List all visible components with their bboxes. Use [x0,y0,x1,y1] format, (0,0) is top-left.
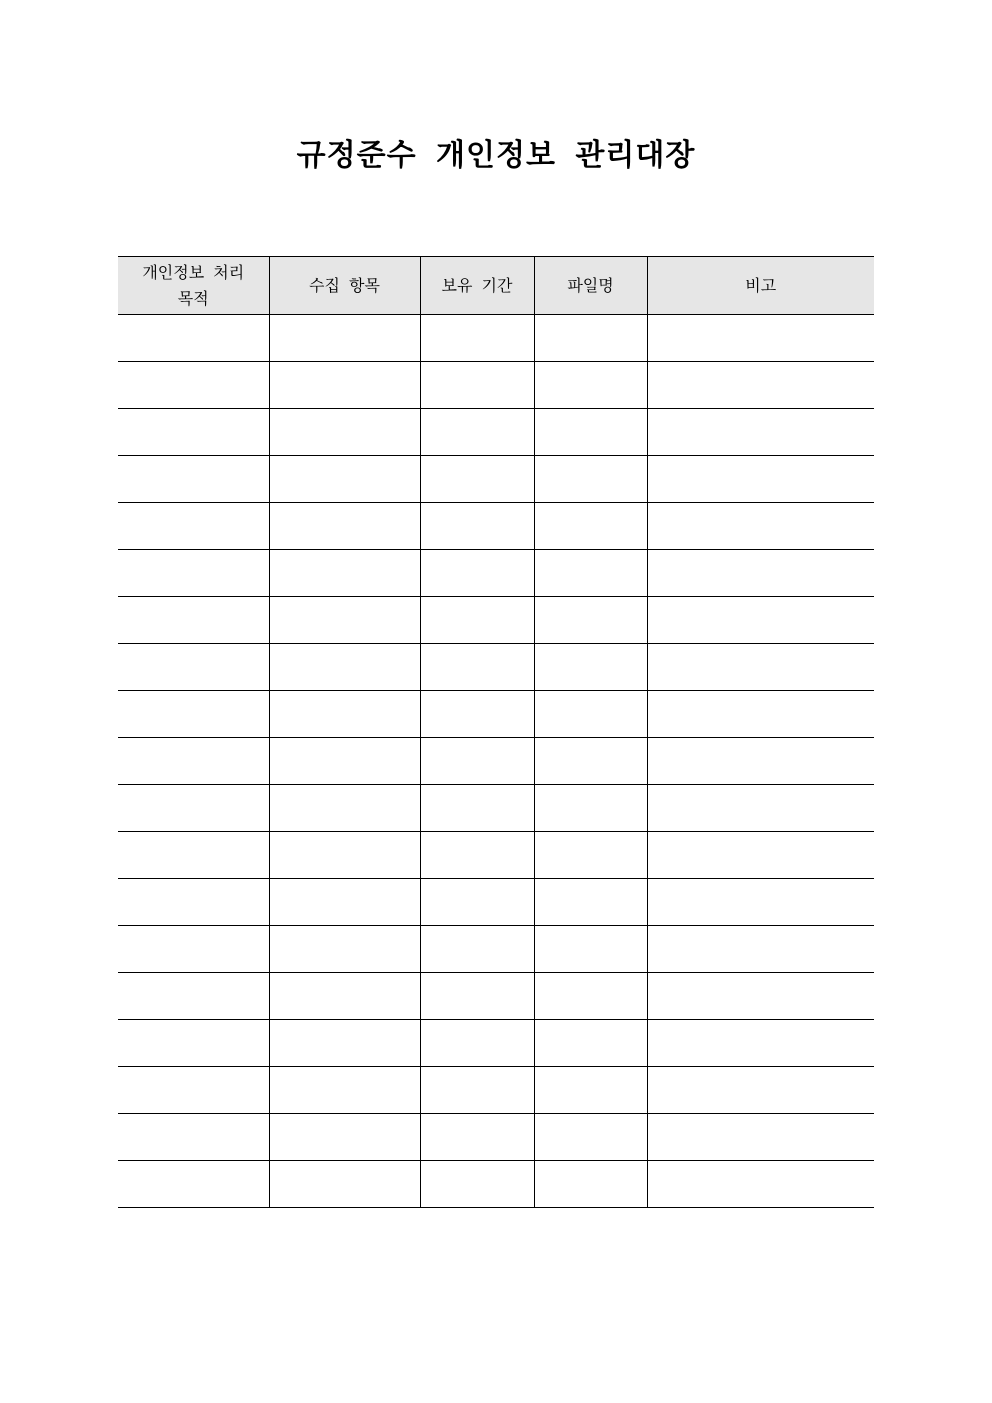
cell-collected-items[interactable] [269,832,420,879]
table-row [118,503,874,550]
cell-retention-period[interactable] [420,1161,534,1208]
cell-file-name[interactable] [534,409,647,456]
page-title: 규정준수 개인정보 관리대장 [296,138,696,173]
cell-file-name[interactable] [534,503,647,550]
cell-retention-period[interactable] [420,456,534,503]
cell-purpose[interactable] [118,1114,269,1161]
cell-retention-period[interactable] [420,738,534,785]
cell-collected-items[interactable] [269,503,420,550]
header-purpose [118,257,269,315]
header-remarks: 비고 [647,257,874,315]
cell-collected-items[interactable] [269,691,420,738]
cell-file-name[interactable] [534,879,647,926]
cell-purpose[interactable] [118,456,269,503]
cell-file-name[interactable] [534,597,647,644]
cell-retention-period[interactable] [420,691,534,738]
cell-retention-period[interactable] [420,879,534,926]
cell-purpose[interactable] [118,738,269,785]
table-row [118,879,874,926]
cell-file-name[interactable] [534,1067,647,1114]
cell-collected-items[interactable] [269,597,420,644]
cell-retention-period[interactable] [420,597,534,644]
table-row [118,315,874,362]
cell-collected-items[interactable] [269,785,420,832]
cell-remarks[interactable] [647,785,874,832]
cell-file-name[interactable] [534,362,647,409]
table-row [118,738,874,785]
cell-retention-period[interactable] [420,1114,534,1161]
cell-remarks[interactable] [647,456,874,503]
table-row [118,362,874,409]
cell-retention-period[interactable] [420,503,534,550]
cell-collected-items[interactable] [269,1161,420,1208]
header-retention-period: 보유 기간 [420,257,534,315]
cell-purpose[interactable] [118,409,269,456]
cell-file-name[interactable] [534,315,647,362]
table-row [118,973,874,1020]
cell-remarks[interactable] [647,362,874,409]
cell-purpose[interactable] [118,1067,269,1114]
table-row [118,832,874,879]
header-file-name: 파일명 [534,257,647,315]
table-row [118,597,874,644]
cell-remarks[interactable] [647,550,874,597]
cell-purpose[interactable] [118,550,269,597]
cell-purpose[interactable] [118,879,269,926]
cell-remarks[interactable] [647,691,874,738]
cell-collected-items[interactable] [269,315,420,362]
cell-remarks[interactable] [647,832,874,879]
cell-remarks[interactable] [647,738,874,785]
cell-file-name[interactable] [534,644,647,691]
privacy-ledger-table [118,256,874,1208]
table-row [118,926,874,973]
cell-file-name[interactable] [534,1161,647,1208]
header-purpose-label-line1: 개인정보 처리 [142,262,245,282]
cell-collected-items[interactable] [269,879,420,926]
cell-file-name[interactable] [534,832,647,879]
cell-collected-items[interactable] [269,550,420,597]
table-row [118,409,874,456]
cell-retention-period[interactable] [420,973,534,1020]
cell-collected-items[interactable] [269,1114,420,1161]
cell-purpose[interactable] [118,315,269,362]
cell-file-name[interactable] [534,785,647,832]
cell-purpose[interactable] [118,1020,269,1067]
cell-retention-period[interactable] [420,832,534,879]
cell-remarks[interactable] [647,1161,874,1208]
table-row [118,644,874,691]
table-row [118,1067,874,1114]
cell-purpose[interactable] [118,926,269,973]
cell-retention-period[interactable] [420,315,534,362]
header-purpose-label-line2: 목적 [177,288,209,308]
cell-remarks[interactable] [647,1020,874,1067]
cell-remarks[interactable] [647,879,874,926]
table-row [118,1161,874,1208]
cell-collected-items[interactable] [269,926,420,973]
cell-collected-items[interactable] [269,738,420,785]
table-row [118,456,874,503]
cell-collected-items[interactable] [269,362,420,409]
cell-remarks[interactable] [647,1067,874,1114]
cell-file-name[interactable] [534,691,647,738]
cell-collected-items[interactable] [269,973,420,1020]
cell-remarks[interactable] [647,315,874,362]
cell-purpose[interactable] [118,832,269,879]
cell-retention-period[interactable] [420,785,534,832]
table-row [118,1114,874,1161]
cell-purpose[interactable] [118,362,269,409]
cell-collected-items[interactable] [269,409,420,456]
cell-retention-period[interactable] [420,926,534,973]
cell-remarks[interactable] [647,1114,874,1161]
cell-file-name[interactable] [534,456,647,503]
cell-retention-period[interactable] [420,362,534,409]
cell-file-name[interactable] [534,738,647,785]
cell-file-name[interactable] [534,550,647,597]
cell-file-name[interactable] [534,926,647,973]
cell-remarks[interactable] [647,644,874,691]
cell-remarks[interactable] [647,409,874,456]
cell-collected-items[interactable] [269,1020,420,1067]
cell-retention-period[interactable] [420,644,534,691]
table-row [118,550,874,597]
cell-purpose[interactable] [118,1161,269,1208]
header-row [118,257,874,315]
cell-retention-period[interactable] [420,1067,534,1114]
cell-retention-period[interactable] [420,550,534,597]
table-body [118,315,874,1208]
header-collected-items: 수집 항목 [269,257,420,315]
table-row [118,1020,874,1067]
cell-collected-items[interactable] [269,456,420,503]
cell-purpose[interactable] [118,644,269,691]
cell-remarks[interactable] [647,597,874,644]
cell-purpose[interactable] [118,691,269,738]
table-row [118,691,874,738]
cell-purpose[interactable] [118,597,269,644]
cell-retention-period[interactable] [420,1020,534,1067]
cell-remarks[interactable] [647,973,874,1020]
cell-purpose[interactable] [118,973,269,1020]
cell-collected-items[interactable] [269,1067,420,1114]
cell-purpose[interactable] [118,785,269,832]
cell-remarks[interactable] [647,926,874,973]
cell-file-name[interactable] [534,1114,647,1161]
cell-remarks[interactable] [647,503,874,550]
cell-purpose[interactable] [118,503,269,550]
cell-retention-period[interactable] [420,409,534,456]
cell-file-name[interactable] [534,1020,647,1067]
cell-collected-items[interactable] [269,644,420,691]
table-row [118,785,874,832]
cell-file-name[interactable] [534,973,647,1020]
